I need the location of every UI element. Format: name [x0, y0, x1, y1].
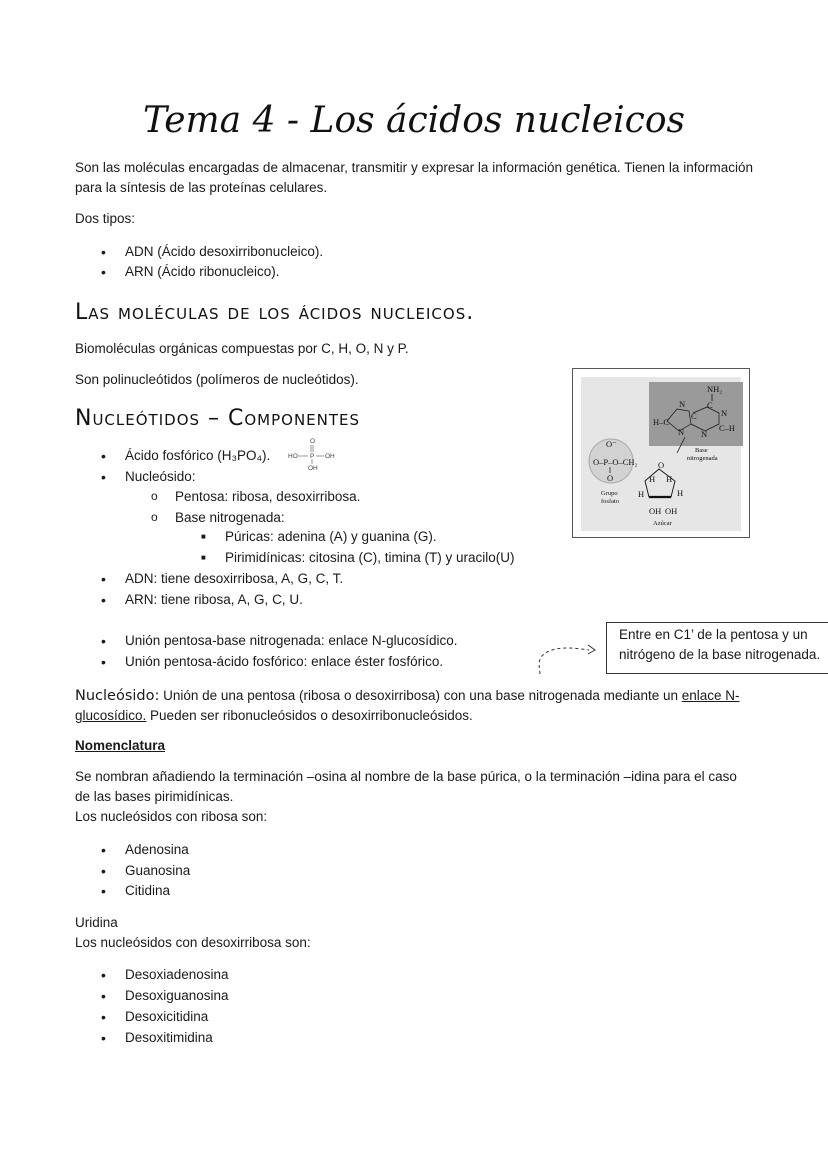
glycosidic-link-cont: glucosídico. — [75, 708, 147, 723]
list-item: • Nucleósido: — [125, 467, 196, 487]
phosphoric-acid-formula — [286, 436, 342, 470]
list-item: • ARN: tiene ribosa, A, G, C, U. — [125, 590, 303, 610]
azucar-label: Azúcar — [653, 520, 672, 527]
nomenclature-heading: Nomenclatura — [75, 738, 166, 753]
ch-label: C–H — [719, 423, 736, 433]
list-item: • ADN: tiene desoxirribosa, A, G, C, T. — [125, 569, 343, 589]
nucleoside-definition — [75, 686, 755, 726]
list-item: o Base nitrogenada: — [175, 508, 285, 528]
polynucleotide-text: Son polinucleótidos (polímeros de nucleótidos). — [75, 372, 359, 387]
deoxyribose-label: Los nucleósidos con desoxirribosa son: — [75, 935, 311, 950]
grupo-label: Grupo — [601, 490, 618, 497]
list-item: • Unión pentosa-ácido fosfórico: enlace éster fosfórico. — [125, 652, 443, 672]
definition-text-2: Pueden ser ribonucleósidos o desoxirribonucleósidos. — [146, 708, 473, 723]
atom-h: H — [666, 474, 673, 484]
glycosidic-note-box — [606, 622, 828, 674]
nh2-label: NH₂ — [707, 384, 723, 394]
list-item: • Unión pentosa-base nitrogenada: enlace N-glucosídico. — [125, 631, 457, 651]
list-item: • Desoxicitidina — [125, 1007, 208, 1027]
phosphate-chain: O–P–O–CH₂ — [593, 457, 638, 467]
formula-ho: HO — [288, 453, 298, 460]
intro-paragraph: Son las moléculas encargadas de almacenar, transmitir y expresar la información genética. Tienen la información para la síntesis de las proteínas celulares. — [75, 160, 753, 195]
atom-c: C — [707, 400, 713, 410]
page-title: Tema 4 - Los ácidos nucleicos — [143, 100, 685, 141]
formula-oh: OH — [325, 453, 335, 460]
atom-h: H — [638, 489, 645, 499]
list-item: • Desoxiguanosina — [125, 986, 229, 1006]
list-item: • Desoxitimidina — [125, 1028, 213, 1048]
uridina-text: Uridina — [75, 915, 118, 930]
list-item: • Adenosina — [125, 840, 189, 860]
section-heading-molecules: Las moléculas de los ácidos nucleicos. — [75, 300, 475, 325]
fosfato-label: fosfato — [601, 498, 620, 505]
section-heading-nucleotides: Nucleótidos – Componentes — [75, 406, 361, 431]
base-label: Base — [695, 447, 708, 454]
atom-c: C — [691, 411, 697, 421]
list-item: • ARN (Ácido ribonucleico). — [125, 262, 280, 282]
formula-p: P — [310, 453, 315, 460]
ring-oxygen: O — [658, 460, 665, 470]
list-item: • Ácido fosfórico (H₃PO₄). — [125, 446, 270, 466]
list-item: ■ Púricas: adenina (A) y guanina (G). — [225, 527, 437, 547]
double-bond-oxygen: O — [607, 473, 614, 483]
atom-n: N — [701, 429, 708, 439]
atom-n: N — [678, 427, 685, 437]
nucleotide-diagram — [572, 368, 750, 538]
composition-text: Biomoléculas orgánicas compuestas por C, H, O, N y P. — [75, 341, 409, 356]
ribose-label: Los nucleósidos con ribosa son: — [75, 809, 268, 824]
glycosidic-link: enlace N- — [681, 688, 740, 703]
definition-text: Unión de una pentosa (ribosa o desoxirribosa) con una base nitrogenada mediante un — [159, 688, 682, 703]
atom-n: N — [721, 408, 728, 418]
note-line: Entre en C1’ de la pentosa y un — [619, 627, 808, 642]
atom-h: H — [649, 474, 656, 484]
hc-label: H–C — [653, 417, 670, 427]
dashed-arrow-icon — [535, 640, 601, 678]
list-item: • Desoxiadenosina — [125, 965, 229, 985]
types-label: Dos tipos: — [75, 211, 136, 226]
formula-o: O — [310, 438, 316, 445]
atom-h: H — [677, 488, 684, 498]
oh-label: OH — [649, 506, 662, 516]
atom-n: N — [679, 399, 686, 409]
note-line: nitrógeno de la base nitrogenada. — [619, 647, 821, 662]
list-item: • Guanosina — [125, 861, 190, 881]
formula-oh-bottom: OH — [308, 465, 318, 470]
list-item: • Citidina — [125, 881, 170, 901]
o-minus-label: O⁻ — [606, 439, 617, 449]
nucleotide-structure-image — [573, 369, 749, 537]
base-label-2: nitrogenada — [687, 455, 718, 462]
nucleoside-label: Nucleósido: — [75, 688, 160, 704]
list-item: o Pentosa: ribosa, desoxirribosa. — [175, 487, 360, 507]
nomenclature-paragraph: Se nombran añadiendo la terminación –osina al nombre de la base púrica, o la terminación –idina para el caso de las bases pirimidínicas. — [75, 769, 737, 804]
list-item: • ADN (Ácido desoxirribonucleico). — [125, 242, 323, 262]
oh-label: OH — [665, 506, 678, 516]
list-item: ■ Pirimidínicas: citosina (C), timina (T) y uracilo(U) — [225, 548, 515, 568]
